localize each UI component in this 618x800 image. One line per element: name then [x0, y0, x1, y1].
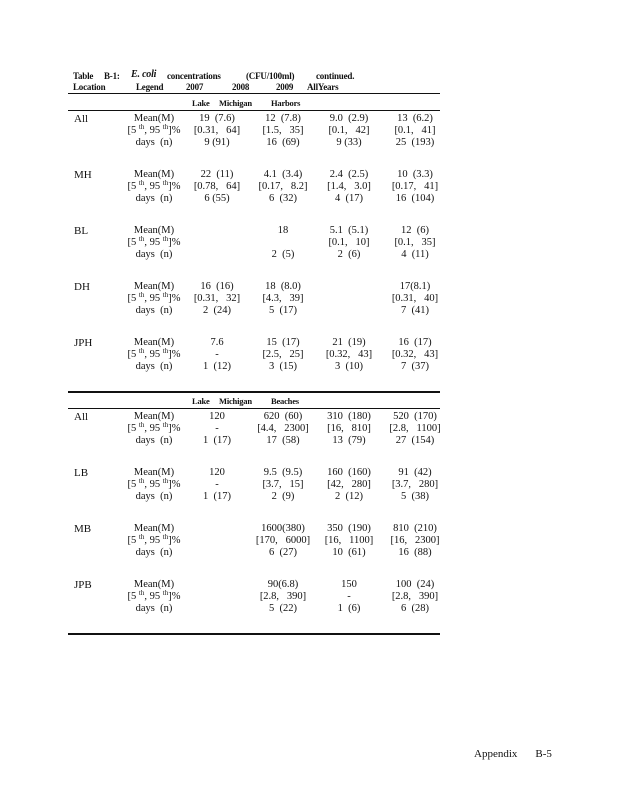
value-cell: [42, 280] — [327, 479, 371, 490]
percentile-row — [68, 535, 440, 547]
legend-label: days (n) — [135, 491, 173, 502]
days-row — [68, 547, 440, 559]
mean-row — [68, 579, 440, 591]
header-units: (CFU/100ml) — [246, 71, 295, 81]
value-cell: 22 (11) — [200, 169, 234, 180]
section-divider-rule — [68, 391, 440, 393]
legend-label: Mean(M) — [133, 337, 175, 348]
percentile-row — [68, 479, 440, 491]
mean-row — [68, 467, 440, 479]
value-cell: 9 (91) — [204, 137, 230, 148]
legend-label: [5 $^{th}$, 95 $^{th}$]% — [127, 347, 181, 360]
legend-label: Mean(M) — [133, 113, 175, 124]
value-cell: 1600(380) — [261, 523, 305, 534]
legend-label: Mean(M) — [133, 411, 175, 422]
value-cell: 12 (7.8) — [265, 113, 301, 124]
location-name: BL — [74, 225, 89, 237]
value-cell: 810 (210) — [393, 523, 437, 534]
location-name: LB — [74, 467, 89, 479]
value-cell: [0.1, 35] — [394, 237, 436, 248]
value-cell: 7.6 — [210, 337, 224, 348]
value-cell: 3 (15) — [269, 361, 297, 372]
legend-label: days (n) — [135, 137, 173, 148]
header-year-2008: 2008 — [232, 82, 250, 92]
value-cell: 91 (42) — [398, 467, 432, 478]
mean-row — [68, 523, 440, 535]
header-ecoli: E. coli — [131, 69, 157, 80]
value-cell: 18 — [277, 225, 289, 236]
mean-row — [68, 113, 440, 125]
mean-row — [68, 337, 440, 349]
footer-appendix: Appendix — [474, 748, 518, 760]
header-table-number: B-1: — [104, 71, 120, 81]
legend-label: Mean(M) — [133, 467, 175, 478]
value-cell: 4.1 (3.4) — [263, 169, 303, 180]
value-cell: 3 (10) — [335, 361, 363, 372]
header-continued: continued. — [316, 71, 355, 81]
value-cell: [0.1, 42] — [328, 125, 370, 136]
location-name: MB — [74, 523, 92, 535]
value-cell: [0.78, 64] — [193, 181, 241, 192]
legend-label: days (n) — [135, 305, 173, 316]
value-cell: 2 (6) — [337, 249, 361, 260]
days-row — [68, 137, 440, 149]
legend-label: Mean(M) — [133, 225, 175, 236]
value-cell: 9.5 (9.5) — [263, 467, 303, 478]
value-cell: 9 (33) — [336, 137, 362, 148]
value-cell: - — [347, 591, 351, 602]
table-bottom-rule — [68, 633, 440, 635]
value-cell: 120 — [209, 467, 225, 478]
value-cell: [4.3, 39] — [262, 293, 304, 304]
legend-label: Mean(M) — [133, 169, 175, 180]
value-cell: - — [215, 423, 219, 434]
value-cell: 2 (24) — [203, 305, 231, 316]
value-cell: [1.5, 35] — [262, 125, 304, 136]
value-cell: 5.1 (5.1) — [329, 225, 369, 236]
value-cell: [0.1, 41] — [394, 125, 436, 136]
legend-label: [5 $^{th}$, 95 $^{th}$]% — [127, 589, 181, 602]
section-title-rule — [68, 408, 440, 409]
value-cell: [0.1, 10] — [328, 237, 370, 248]
value-cell: 6 (27) — [269, 547, 297, 558]
header-year-2007: 2007 — [186, 82, 204, 92]
value-cell: - — [215, 479, 219, 490]
value-cell: [2.8, 390] — [259, 591, 307, 602]
section-title-word: Lake — [192, 98, 210, 108]
value-cell: [16, 810] — [327, 423, 371, 434]
value-cell: 17 (58) — [266, 435, 300, 446]
percentile-row — [68, 591, 440, 603]
days-row — [68, 305, 440, 317]
legend-label: days (n) — [135, 361, 173, 372]
section-title-word: Michigan — [219, 98, 252, 108]
value-cell: 150 — [341, 579, 357, 590]
value-cell: 10 (61) — [332, 547, 366, 558]
value-cell: [4.4, 2300] — [257, 423, 309, 434]
value-cell: 18 (8.0) — [265, 281, 301, 292]
days-row — [68, 249, 440, 261]
legend-label: days (n) — [135, 193, 173, 204]
footer-page-number: B-5 — [535, 748, 552, 760]
value-cell: 1 (17) — [203, 491, 231, 502]
value-cell: [3.7, 15] — [262, 479, 304, 490]
value-cell: 6 (55) — [204, 193, 230, 204]
value-cell: 1 (12) — [203, 361, 231, 372]
value-cell: 25 (193) — [395, 137, 435, 148]
value-cell: 12 (6) — [401, 225, 429, 236]
value-cell: 7 (41) — [401, 305, 429, 316]
value-cell: 100 (24) — [395, 579, 435, 590]
value-cell: 19 (7.6) — [199, 113, 235, 124]
value-cell: 16 (17) — [398, 337, 432, 348]
value-cell: [16, 1100] — [324, 535, 374, 546]
location-name: MH — [74, 169, 92, 181]
legend-label: days (n) — [135, 603, 173, 614]
value-cell: 7 (37) — [401, 361, 429, 372]
percentile-row — [68, 125, 440, 137]
section-title-word: Harbors — [271, 98, 301, 108]
value-cell: 5 (38) — [401, 491, 429, 502]
legend-label: [5 $^{th}$, 95 $^{th}$]% — [127, 421, 181, 434]
percentile-row — [68, 423, 440, 435]
days-row — [68, 491, 440, 503]
legend-label: Mean(M) — [133, 281, 175, 292]
value-cell: 4 (17) — [335, 193, 363, 204]
header-table-label: Table — [73, 71, 94, 81]
legend-label: days (n) — [135, 547, 173, 558]
value-cell: 1 (6) — [337, 603, 361, 614]
value-cell: [0.32, 43] — [325, 349, 373, 360]
value-cell: [3.7, 280] — [391, 479, 439, 490]
percentile-row — [68, 237, 440, 249]
value-cell: 120 — [209, 411, 225, 422]
header-rule — [68, 93, 440, 94]
value-cell: 350 (190) — [327, 523, 371, 534]
value-cell: 16 (104) — [395, 193, 435, 204]
value-cell: 13 (79) — [332, 435, 366, 446]
value-cell: 620 (60) — [263, 411, 303, 422]
value-cell: 2 (12) — [335, 491, 363, 502]
value-cell: 15 (17) — [266, 337, 300, 348]
value-cell: 2 (5) — [271, 249, 295, 260]
value-cell: 27 (154) — [395, 435, 435, 446]
legend-label: days (n) — [135, 249, 173, 260]
value-cell: [0.17, 8.2] — [258, 181, 308, 192]
value-cell: [16, 2300] — [390, 535, 440, 546]
section-title-rule — [68, 110, 440, 111]
percentile-row — [68, 181, 440, 193]
days-row — [68, 193, 440, 205]
value-cell: 520 (170) — [393, 411, 437, 422]
section-title-word: Beaches — [271, 396, 299, 406]
percentile-row — [68, 349, 440, 361]
value-cell: 160 (160) — [327, 467, 371, 478]
mean-row — [68, 169, 440, 181]
value-cell: 21 (19) — [332, 337, 366, 348]
header-year-2009: 2009 — [276, 82, 294, 92]
mean-row — [68, 281, 440, 293]
value-cell: [2.5, 25] — [262, 349, 304, 360]
mean-row — [68, 411, 440, 423]
days-row — [68, 435, 440, 447]
value-cell: 9.0 (2.9) — [329, 113, 369, 124]
location-name: All — [74, 113, 89, 125]
legend-label: days (n) — [135, 435, 173, 446]
value-cell: 4 (11) — [401, 249, 429, 260]
value-cell: 13 (6.2) — [397, 113, 433, 124]
value-cell: [2.8, 1100] — [389, 423, 441, 434]
section-title-word: Lake — [192, 396, 210, 406]
value-cell: [170, 6000] — [255, 535, 311, 546]
value-cell: [1.4, 3.0] — [327, 181, 371, 192]
legend-label: [5 $^{th}$, 95 $^{th}$]% — [127, 179, 181, 192]
mean-row — [68, 225, 440, 237]
value-cell: 310 (180) — [327, 411, 371, 422]
header-all-years: AllYears — [307, 82, 339, 92]
days-row — [68, 603, 440, 615]
value-cell: 17(8.1) — [399, 281, 431, 292]
value-cell: 5 (17) — [269, 305, 297, 316]
value-cell: [0.17, 41] — [391, 181, 439, 192]
page-footer — [474, 748, 570, 760]
value-cell: 6 (32) — [269, 193, 297, 204]
legend-label: Mean(M) — [133, 523, 175, 534]
value-cell: 10 (3.3) — [397, 169, 433, 180]
legend-label: [5 $^{th}$, 95 $^{th}$]% — [127, 533, 181, 546]
days-row — [68, 361, 440, 373]
header-concentrations: concentrations — [167, 71, 221, 81]
value-cell: 16 (69) — [266, 137, 300, 148]
value-cell: [0.32, 43] — [391, 349, 439, 360]
value-cell: 16 (88) — [398, 547, 432, 558]
legend-label: Mean(M) — [133, 579, 175, 590]
legend-label: [5 $^{th}$, 95 $^{th}$]% — [127, 477, 181, 490]
legend-label: [5 $^{th}$, 95 $^{th}$]% — [127, 235, 181, 248]
value-cell: 6 (28) — [401, 603, 429, 614]
header-location: Location — [73, 82, 106, 92]
value-cell: 2.4 (2.5) — [329, 169, 369, 180]
location-name: JPH — [74, 337, 93, 349]
header-legend: Legend — [136, 82, 164, 92]
percentile-row — [68, 293, 440, 305]
legend-label: [5 $^{th}$, 95 $^{th}$]% — [127, 291, 181, 304]
section-title-word: Michigan — [219, 396, 252, 406]
value-cell: [0.31, 64] — [193, 125, 241, 136]
value-cell: [0.31, 32] — [193, 293, 241, 304]
location-name: All — [74, 411, 89, 423]
value-cell: 90(6.8) — [267, 579, 299, 590]
value-cell: 5 (22) — [269, 603, 297, 614]
location-name: DH — [74, 281, 90, 293]
value-cell: 2 (9) — [271, 491, 295, 502]
location-name: JPB — [74, 579, 92, 591]
value-cell: 1 (17) — [203, 435, 231, 446]
value-cell: 16 (16) — [200, 281, 234, 292]
value-cell: - — [215, 349, 219, 360]
value-cell: [2.8, 390] — [391, 591, 439, 602]
value-cell: [0.31, 40] — [391, 293, 439, 304]
legend-label: [5 $^{th}$, 95 $^{th}$]% — [127, 123, 181, 136]
